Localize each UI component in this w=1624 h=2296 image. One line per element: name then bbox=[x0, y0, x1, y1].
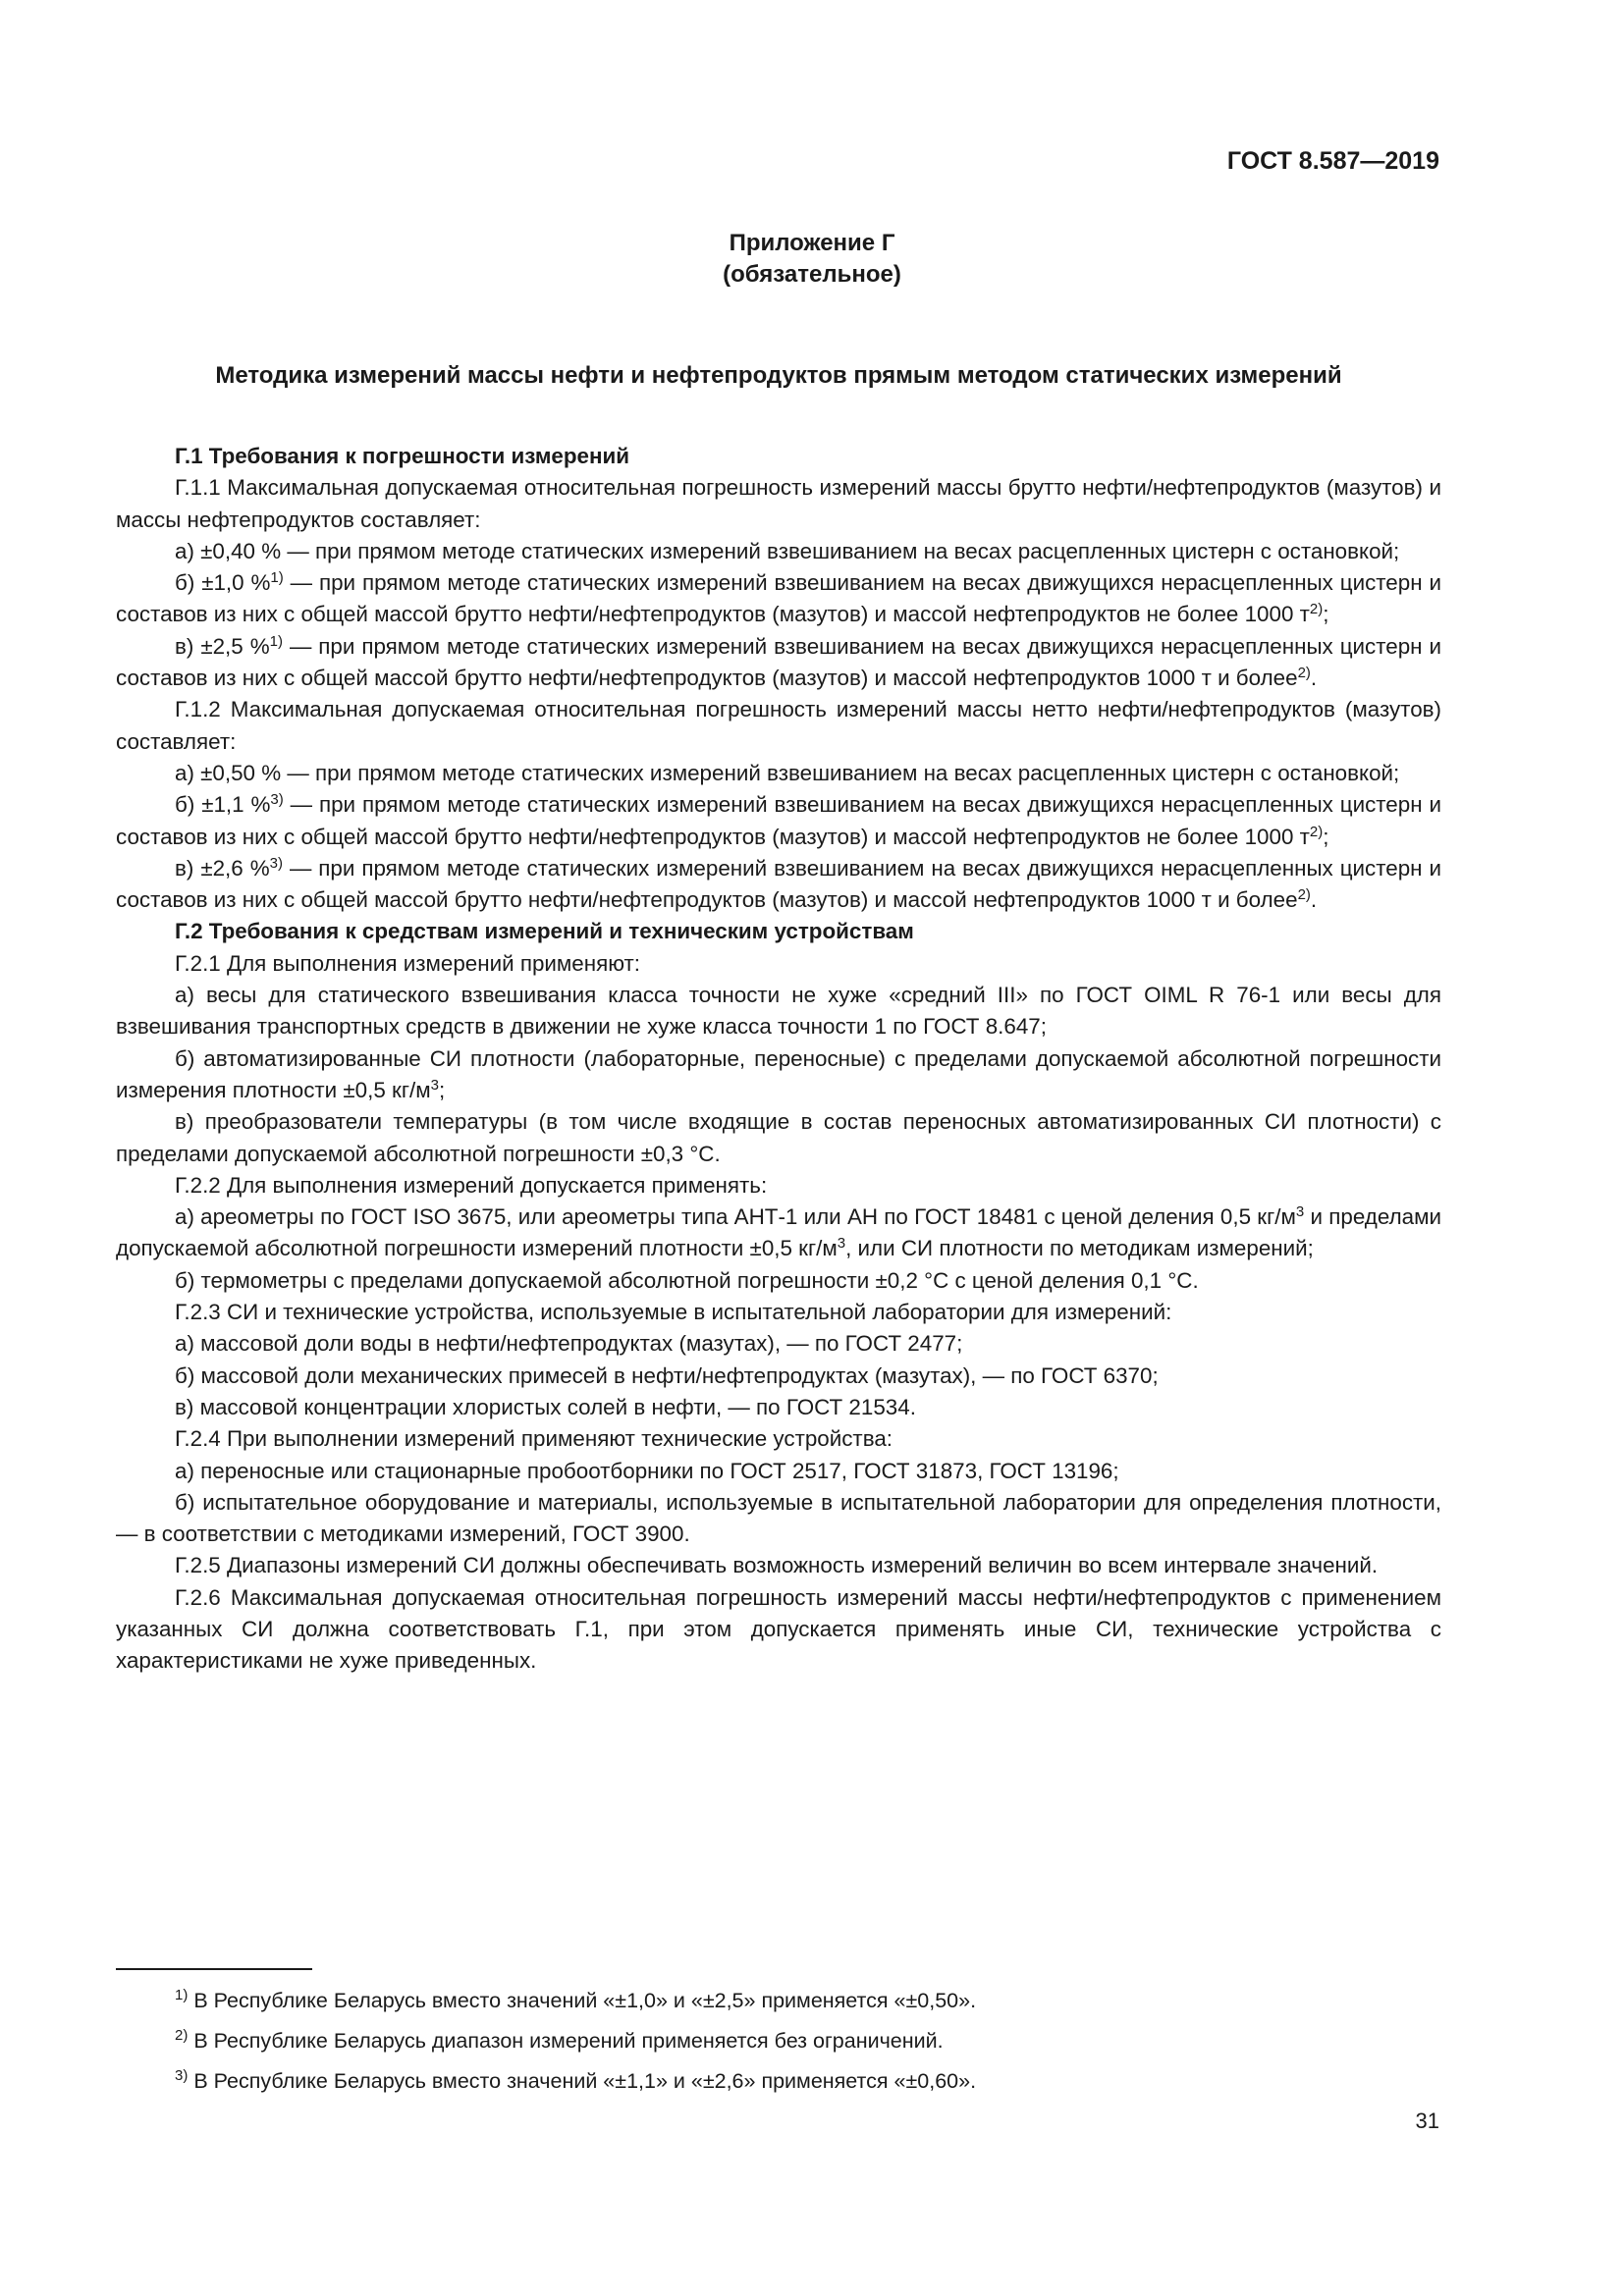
footnote-ref: 3) bbox=[269, 854, 283, 872]
footnote-mark: 2) bbox=[175, 2027, 189, 2044]
footnote-mark: 1) bbox=[175, 1987, 189, 2003]
list-item: б) автоматизированные СИ плотности (лабораторные, переносные) с пределами допускаемой абсолютной погрешности измерения плотности ±0,5 $кг/м^3$; bbox=[116, 1045, 1441, 1102]
footnote-text: В Республике Беларусь вместо значений «±1,1» и «±2,6» применяется «±0,60». bbox=[193, 2069, 977, 2093]
superscript: 3 bbox=[837, 1235, 846, 1253]
list-item: в) массовой концентрации хлористых солей в нефти, — по ГОСТ 21534. bbox=[175, 1394, 916, 1419]
paragraph: Г.2.4 При выполнении измерений применяют технические устройства: bbox=[175, 1426, 893, 1452]
paragraph: Г.2.1 Для выполнения измерений применяют: bbox=[175, 950, 641, 976]
list-item: а) переносные или стационарные пробоотборники по ГОСТ 2517, ГОСТ 31873, ГОСТ 13196; bbox=[175, 1458, 1119, 1483]
list-item: б) термометры с пределами допускаемой абсолютной погрешности ±0,2 °С с ценой деления 0,1 °С. bbox=[175, 1267, 1199, 1293]
list-item: б) ±1,0 %$^{1)}$ — при прямом методе статических измерений взвешиванием на весах движущихся нерасцепленных цистерн и составов из них с общей массой брутто нефти/нефтепродуктов (мазутов) и массой нефтепродуктов не более 1000 $т^{2)}$; bbox=[116, 569, 1441, 627]
footnote bbox=[175, 2061, 1441, 2102]
list-item: б) массовой доли механических примесей в нефти/нефтепродуктах (мазутах), — по ГОСТ 6370; bbox=[175, 1362, 1159, 1388]
footnote-ref: 1) bbox=[269, 632, 283, 650]
footnote-ref: 2) bbox=[1297, 665, 1311, 682]
footnote-text: В Республике Беларусь диапазон измерений применяется без ограничений. bbox=[193, 2029, 944, 2053]
paragraph: Г.2.3 СИ и технические устройства, используемые в испытательной лаборатории для измерений: bbox=[175, 1300, 1172, 1325]
footnote bbox=[175, 1981, 1441, 2021]
paragraph: Г.1.2 Максимальная допускаемая относительная погрешность измерений массы нетто нефти/нефтепродуктов (мазутов) составляет: bbox=[116, 697, 1441, 754]
list-item: а) ареометры по ГОСТ ISO 3675, или ареометры типа АНТ-1 или АН по ГОСТ 18481 с ценой деления 0,5 $кг/м^3$ и пределами допускаемой абсолютной погрешности измерений плотности ±0,5 $кг/м^3$, или СИ плотности по методикам измерений; bbox=[116, 1203, 1441, 1261]
annex-title: Приложение Г bbox=[729, 230, 895, 256]
list-item: а) ±0,50 % — при прямом методе статических измерений взвешиванием на весах расцепленных цистерн с остановкой; bbox=[175, 760, 1400, 785]
list-item: в) ±2,5 %$^{1)}$ — при прямом методе статических измерений взвешиванием на весах движущихся нерасцепленных цистерн и составов из них с общей массой брутто нефти/нефтепродуктов (мазутов) и массой нефтепродуктов 1000 т и более$^{2)}$. bbox=[116, 632, 1441, 691]
list-item: б) ±1,1 %$^{3)}$ — при прямом методе статических измерений взвешиванием на весах движущихся нерасцепленных цистерн и составов из них с общей массой брутто нефти/нефтепродуктов (мазутов) и массой нефтепродуктов не более 1000 $т^{2)}$; bbox=[116, 791, 1441, 849]
list-item: в) ±2,6 %$^{3)}$ — при прямом методе статических измерений взвешиванием на весах движущихся нерасцепленных цистерн и составов из них с общей массой брутто нефти/нефтепродуктов (мазутов) и массой нефтепродуктов 1000 т и более$^{2)}$. bbox=[116, 854, 1441, 913]
list-item: а) весы для статического взвешивания класса точности не хуже «средний III» по ГОСТ OIML R 76-1 или весы для взвешивания транспортных средств в движении не хуже класса точности 1 по ГОСТ 8.647; bbox=[116, 983, 1441, 1040]
list-item: а) массовой доли воды в нефти/нефтепродуктах (мазутах), — по ГОСТ 2477; bbox=[175, 1331, 963, 1357]
list-item: в) преобразователи температуры (в том числе входящие в состав переносных автоматизированных СИ плотности) с пределами допускаемой абсолютной погрешности ±0,3 °С. bbox=[116, 1109, 1441, 1166]
document-body bbox=[116, 441, 1441, 1678]
document-header-id: ГОСТ 8.587—2019 bbox=[1226, 147, 1439, 175]
list-item: а) ±0,40 % — при прямом методе статических измерений взвешиванием на весах расцепленных цистерн с остановкой; bbox=[175, 538, 1400, 563]
footnote-separator bbox=[116, 1968, 312, 1970]
footnote bbox=[175, 2021, 1441, 2061]
footnote-ref: 1) bbox=[270, 569, 284, 587]
page-number: 31 bbox=[1415, 2109, 1439, 2133]
list-item: б) испытательное оборудование и материалы, используемые в испытательной лаборатории для определения плотности, — в соответствии с методиками измерений, ГОСТ 3900. bbox=[116, 1489, 1441, 1547]
paragraph: Г.2.6 Максимальная допускаемая относительная погрешность измерений массы нефти/нефтепродуктов с применением указанных СИ должна соответствовать Г.1, при этом допускается применять иные СИ, технические устройства с характеристиками не хуже приведенных. bbox=[116, 1584, 1441, 1674]
footnote-ref: 2) bbox=[1309, 601, 1324, 618]
paragraph: Г.1.1 Максимальная допускаемая относительная погрешность измерений массы брутто нефти/нефтепродуктов (мазутов) и массы нефтепродуктов составляет: bbox=[116, 475, 1441, 532]
footnote-ref: 2) bbox=[1309, 823, 1324, 840]
paragraph: Г.2.2 Для выполнения измерений допускается применять: bbox=[175, 1172, 768, 1198]
footnotes bbox=[175, 1981, 1441, 2102]
footnote-ref: 2) bbox=[1297, 886, 1311, 904]
footnote-mark: 3) bbox=[175, 2067, 189, 2084]
paragraph: Г.2.5 Диапазоны измерений СИ должны обеспечивать возможность измерений величин во всем интервале значений. bbox=[175, 1553, 1379, 1578]
superscript: 3 bbox=[1295, 1203, 1305, 1221]
footnote-text: В Республике Беларусь вместо значений «±1,0» и «±2,5» применяется «±0,50». bbox=[193, 1989, 977, 2012]
document-title: Методика измерений массы нефти и нефтепродуктов прямым методом статических измерений bbox=[215, 362, 1342, 389]
section-heading: Г.1 Требования к погрешности измерений bbox=[175, 444, 630, 468]
annex-status: (обязательное) bbox=[723, 261, 901, 288]
superscript: 3 bbox=[430, 1076, 439, 1094]
annex-heading bbox=[0, 228, 1624, 291]
section-heading: Г.2 Требования к средствам измерений и техническим устройствам bbox=[175, 919, 914, 944]
footnote-ref: 3) bbox=[270, 791, 284, 809]
